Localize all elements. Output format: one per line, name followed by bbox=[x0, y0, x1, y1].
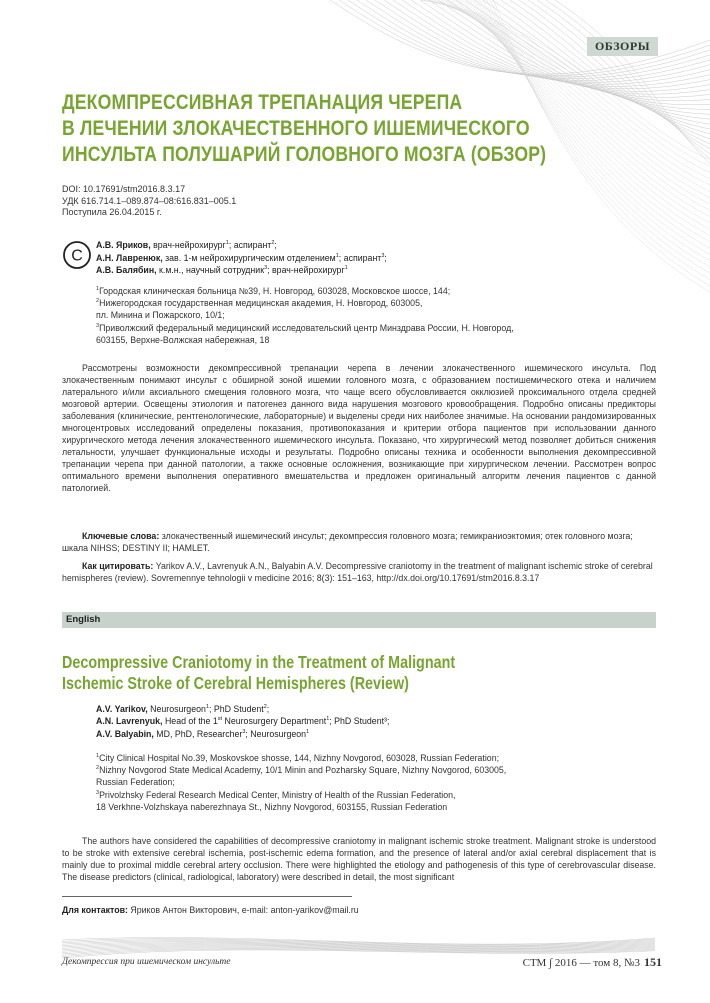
abstract-paragraph: Рассмотрены возможности декомпрессивной трепанации черепа в лечении злокачественного ишемического инсульта. Под злокачественным понимают инсульт с обширной зоной ишемии головного мозга, с образованием постишемического отека и наличием латерального и/или аксиального смещения головного мозга, что чаще всего обусловливается окклюзией проксимального отдела средней мозговой артерии. Освещены этиология и патогенез данного вида нарушения мозгового кровообращения. Подробно описаны предикторы заболевания (клинические, рентгенологические, лабораторные) и выделены среди них наиболее значимые. На основании рандомизированных многоцентровых исследований определены показания, противопоказания и критерии отбора пациентов при использовании данного хирургического метода лечения злокачественного ишемического инсульта. Показано, что хирургический метод позволяет добиться снижения летальности, улучшает функциональные исходы и результаты. Подробно описаны техника и особенности выполнения декомпрессивной трепанации черепа при данной патологии, а также основные осложнения, возникающие при хирургическом лечении. Рассмотрен вопрос оптимального времени выполнения оперативного вмешательства и предложен оригинальный алгоритм лечения пациентов с данной патологией. bbox=[62, 363, 656, 494]
affiliation-text: Нижегородская государственная медицинская академия, Н. Новгород, 603005, bbox=[99, 298, 423, 309]
affiliation-line bbox=[96, 285, 596, 297]
affiliation-text: 603155, Верхне-Волжская набережная, 18 bbox=[96, 334, 270, 345]
affiliation-number: 1 bbox=[96, 753, 100, 760]
journal-issue: СТМ ∫ 2016 — том 8, №3 bbox=[522, 957, 640, 969]
author-role: ; аспирант bbox=[228, 240, 272, 250]
keywords-ru bbox=[62, 530, 656, 555]
affiliation-ref: 1 bbox=[344, 265, 348, 272]
author-role: Head of the 1 bbox=[162, 716, 218, 727]
affiliation-line bbox=[96, 322, 596, 334]
affiliation-number: 1 bbox=[96, 286, 100, 293]
affiliation-line bbox=[96, 789, 616, 801]
author-role: ; Neurosurgeon bbox=[245, 728, 307, 739]
author-role: Neurosurgeon bbox=[147, 704, 206, 714]
english-section-bar bbox=[62, 612, 656, 628]
author-role: ; bbox=[266, 704, 270, 714]
affiliation-number: 3 bbox=[96, 789, 100, 796]
affiliation-ref: 3 bbox=[264, 265, 268, 272]
affiliation-ref: 1 bbox=[205, 704, 209, 711]
english-label: English bbox=[66, 614, 101, 625]
svg-text:C: C bbox=[71, 247, 83, 265]
affiliation-text: Городская клиническая больница №39, Н. Новгород, 603028, Московское шоссе, 144; bbox=[99, 286, 451, 296]
abstract-paragraph: The authors have considered the capabilities of decompressive craniotomy in malignant ischemic stroke treatment. Malignant stroke is understood to be stroke with extensive cerebral ischemia, post-ischemic edema formation, and the presence of lateral and/or axial cerebral displacement that is mainly due to proximal middle cerebral artery occlusion. There were highlighted the etiology and pathogenesis of this type of cerebrovascular disease. The disease predictors (clinical, radiological, laboratory) were described in detail, the most significant bbox=[62, 836, 656, 883]
author-role: ; bbox=[384, 252, 387, 263]
affiliation-line bbox=[96, 801, 616, 813]
author-entry bbox=[96, 703, 389, 715]
affiliation-text: City Clinical Hospital No.39, Moskovskoe shosse, 144, Nizhny Novgorod, 603028, Russian Federation; bbox=[99, 753, 500, 763]
affiliation-text: Russian Federation; bbox=[96, 777, 175, 788]
affiliation-line bbox=[96, 764, 616, 776]
author-entry bbox=[96, 728, 389, 740]
affiliation-number: 2 bbox=[96, 765, 100, 772]
affiliation-line bbox=[96, 297, 596, 309]
author-role: ; PhD Student bbox=[208, 704, 264, 714]
title-line: Decompressive Craniotomy in the Treatment of Malignant bbox=[62, 652, 456, 672]
author-name: A.N. Lavrenyuk, bbox=[96, 716, 163, 727]
affiliation-ref: st bbox=[217, 716, 223, 723]
affiliation-text: Приволжский федеральный медицинский исследовательский центр Минздрава России, Н. Новгород, bbox=[99, 322, 514, 333]
citation-label: Как цитировать: bbox=[82, 561, 154, 571]
received-date: Поступила 26.04.2015 г. bbox=[62, 207, 162, 217]
author-role: к.м.н., научный сотрудник bbox=[156, 265, 265, 275]
author-role: ; bbox=[274, 240, 277, 250]
affiliation-text: 18 Verkhne-Volzhskaya naberezhnaya St., Nizhny Novgorod, 603155, Russian Federation bbox=[96, 801, 448, 812]
affiliation-number: 2 bbox=[96, 298, 100, 305]
author-role: MD, PhD, Researcher bbox=[153, 728, 243, 739]
contact-label: Для контактов: bbox=[62, 905, 128, 915]
article-title-ru bbox=[62, 89, 547, 167]
affiliation-line bbox=[96, 752, 616, 764]
affiliation-ref: 3 bbox=[242, 728, 246, 735]
affiliation-line bbox=[96, 776, 616, 788]
affiliation-text: Nizhny Novgorod State Medical Academy, 10/1 Minin and Pozharsky Square, Nizhny Novgorod, 603005, bbox=[99, 765, 507, 776]
title-line: ДЕКОМПРЕССИВНАЯ ТРЕПАНАЦИЯ ЧЕРЕПА bbox=[62, 90, 463, 114]
title-line: В ЛЕЧЕНИИ ЗЛОКАЧЕСТВЕННОГО ИШЕМИЧЕСКОГО bbox=[62, 116, 530, 140]
affiliation-ref: 1 bbox=[306, 728, 310, 735]
copyright-icon bbox=[62, 240, 92, 270]
affiliation-line bbox=[96, 334, 596, 346]
udk-code: УДК 616.714.1–089.874–08:616.831–005.1 bbox=[62, 195, 237, 206]
affiliations-en bbox=[96, 752, 616, 813]
affiliation-number: 3 bbox=[96, 322, 100, 329]
author-role: зав. 1-м нейрохирургическим отделением bbox=[162, 252, 336, 263]
author-entry bbox=[96, 252, 387, 265]
author-role: врач-нейрохирург bbox=[150, 240, 226, 250]
affiliation-ref: 2 bbox=[271, 240, 275, 247]
affiliation-ref: 2 bbox=[263, 704, 267, 711]
author-name: A.V. Balyabin, bbox=[96, 728, 154, 739]
title-line: ИНСУЛЬТА ПОЛУШАРИЙ ГОЛОВНОГО МОЗГА (ОБЗОР) bbox=[62, 142, 547, 166]
abstract-ru bbox=[62, 362, 656, 495]
affiliation-text: Privolzhsky Federal Research Medical Center, Ministry of Health of the Russian Federation, bbox=[99, 789, 456, 800]
contact-info bbox=[62, 905, 359, 915]
citation bbox=[62, 560, 656, 585]
keywords-text: злокачественный ишемический инсульт; декомпрессия головного мозга; гемикраниоэктомия; отек головного мозга; шкала NIHSS; DESTINY II; HAMLET. bbox=[62, 531, 633, 554]
section-badge: ОБЗОРЫ bbox=[587, 37, 658, 56]
affiliations-ru bbox=[96, 285, 596, 346]
author-name: А.В. Яриков, bbox=[96, 240, 151, 250]
running-title: Декомпрессия при ишемическом инсульте bbox=[62, 957, 231, 967]
affiliation-text: пл. Минина и Пожарского, 10/1; bbox=[96, 310, 225, 321]
contact-text: Яриков Антон Викторович, e-mail: anton-yarikov@mail.ru bbox=[127, 905, 359, 915]
page-number: 151 bbox=[644, 955, 662, 969]
author-entry bbox=[96, 715, 389, 727]
doi-link[interactable]: DOI: 10.17691/stm2016.8.3.17 bbox=[62, 184, 186, 194]
affiliation-ref: 1 bbox=[335, 252, 339, 259]
authors-en bbox=[96, 703, 389, 740]
keywords-label: Ключевые слова: bbox=[82, 531, 160, 541]
author-entry bbox=[96, 239, 387, 252]
authors-ru bbox=[96, 239, 387, 277]
author-name: A.V. Yarikov, bbox=[96, 704, 148, 714]
citation-text: Yarikov A.V., Lavrenyuk A.N., Balyabin A.V. Decompressive craniotomy in the treatment of malignant ischemic stroke of cerebral hemispheres (review). Sovremennye tehnologii v medicine 2016; 8(3): 151–163, http://dx.doi.org/10.17691/stm2016.8.3.17 bbox=[62, 561, 653, 584]
author-entry bbox=[96, 264, 387, 277]
article-title-en bbox=[62, 652, 455, 694]
footnote-rule bbox=[62, 896, 352, 897]
author-role: Neurosurgery Department bbox=[222, 716, 327, 727]
affiliation-ref: 1 bbox=[225, 240, 229, 247]
journal-footer bbox=[523, 955, 662, 970]
affiliation-ref: 3 bbox=[381, 252, 385, 259]
author-role: ; PhD Student³; bbox=[329, 716, 390, 727]
author-role: ; аспирант bbox=[338, 252, 382, 263]
author-name: А.Н. Лавренюк, bbox=[96, 252, 163, 263]
article-meta bbox=[62, 184, 236, 219]
affiliation-line bbox=[96, 309, 596, 321]
affiliation-ref: 1 bbox=[326, 716, 330, 723]
abstract-en bbox=[62, 835, 656, 883]
author-role: ; врач-нейрохирург bbox=[267, 265, 345, 275]
author-name: А.В. Балябин, bbox=[96, 265, 157, 275]
title-line: Ischemic Stroke of Cerebral Hemispheres (Review) bbox=[62, 673, 409, 693]
